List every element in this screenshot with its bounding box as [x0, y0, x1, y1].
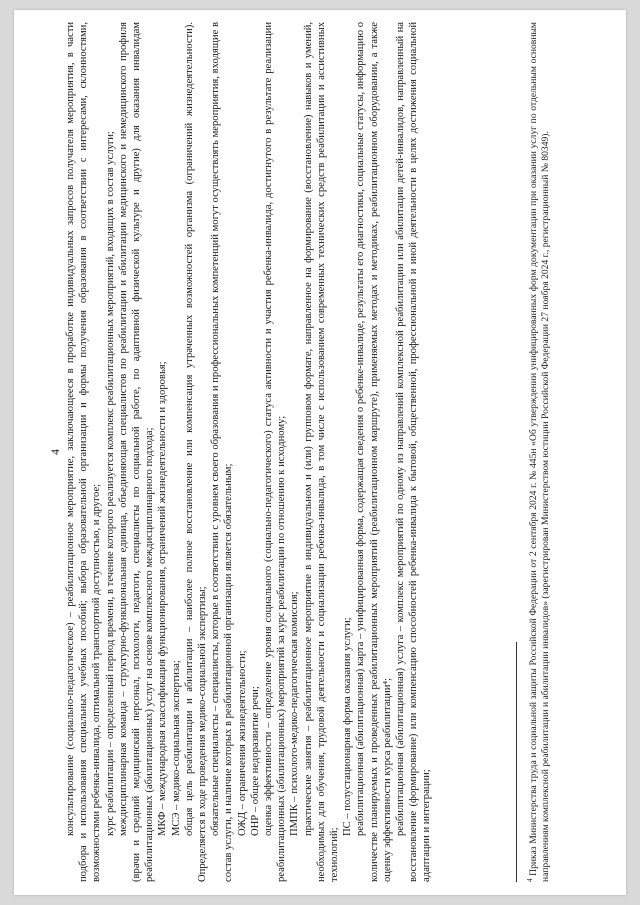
- paragraph: ОНР – общее недоразвитие речи;: [249, 686, 261, 836]
- paragraph: междисциплинарная команда – структурно-функциональная единица, объединяющая специалистов по реабилитации и абилитации медицинского и немедицинского профиля (врачи и средний медицинский персонал, психологи, педагоги, специалисты по социальной работе, по адаптивной физической культуре и другие) для оказания инвалидам реабилитационных (абилитационных) услуг на основе комплексного междисциплинарного подхода;: [117, 22, 156, 882]
- document-page: [14, 10, 626, 895]
- paragraph: ОЖД – ограничения жизнедеятельности;: [236, 650, 248, 836]
- footnote-text: Приказ Министерства труда и социальной защиты Российской Федерации от 2 сентября 2024 г. № 445н «Об утверждении унифицированных форм документации при оказании услуг по отдельным основным направлениям комплексной реабилитации и абилитации инвалидов» (зарегистрирован Министерством юстиции Российской Федерации 27 ноября 2024 г., регистрационный № 80349).: [528, 22, 552, 882]
- body-text: [64, 22, 434, 882]
- rotated-content: [44, 22, 600, 882]
- paragraph: реабилитационная (абилитационная) карта – унифицированная форма, содержащая сведения о ребенке-инвалиде, результаты его диагностики, социальные статусы, информацию о количестве планируемых и проведенных реабилитационных мероприятий (реабилитационном маршруте), применяемых методах и методиках, реабилитационном оборудовании, а также оценку эффективности курса реабилитации⁴;: [355, 22, 393, 882]
- paragraph: реабилитационная (абилитационная) услуга – комплекс мероприятий по одному из направлений комплексной реабилитации или абилитации детей-инвалидов, направленный на восстановление (формирование) или компенсацию способностей ребенка-инвалида к бытовой, общественной, профессиональной и иной деятельности в целях достижения социальной адаптации и интеграции;: [395, 22, 433, 882]
- paragraph: обязательные специалисты – специалисты, которые в соответствии с уровнем своего образования и профессиональных компетенций могут осуществлять мероприятия, входящие в состав услуги, и наличие которых в реабилитационной организации является обязательным;: [210, 22, 235, 882]
- paragraph: консультирование (социально-педагогическое) – реабилитационное мероприятие, заключающееся в проработке индивидуальных запросов получателя мероприятия, в части подбора и использования специальных учебных пособий; выбора образовательной организации и формы получения образования в соответствии с интересами, склонностями, возможностями ребенка-инвалида, оптимальной транспортной доступностью, и другое;: [65, 22, 103, 882]
- paragraph: ПС – полустационарная форма оказания услуги;: [342, 617, 354, 836]
- paragraph: оценка эффективности – определение уровня социального (социально-педагогического) статуса активности и участия ребенка-инвалида, достигнутого в результате реализации реабилитационных (абилитационных) мероприятий за курс реабилитации по отношению к исходному;: [263, 22, 288, 882]
- footnote-separator: [516, 642, 517, 882]
- paragraph: МСЭ – медико-социальная экспертиза;: [170, 660, 182, 836]
- footnote-mark: 4: [526, 878, 534, 882]
- paragraph: общая цель реабилитации и абилитации – наиболее полное восстановление или компенсация утраченных возможностей организма (ограничений жизнедеятельности). Определяется в ходе проведения медико-социальной экспертизы;: [183, 22, 209, 882]
- paragraph: ПМПК – психолого-медико-педагогическая комиссия;: [289, 591, 301, 836]
- paragraph: практические занятия – реабилитационное мероприятие в индивидуальном и (или) групповом формате, направленное на формирование (восстановление) навыков и умений, необходимых для обучения, трудовой деятельности и социализации ребенка-инвалида, в том числе с использованием современных технических средств реабилитации и ассистивных технологий;: [302, 22, 341, 882]
- paragraph: МКФ – международная классификация функционирования, ограничений жизнедеятельности и здоровья;: [157, 361, 169, 836]
- page-number: 4: [48, 449, 62, 455]
- paragraph: курс реабилитации – определенный период времени, в течение которого реализуется комплекс реабилитационных мероприятий, входящих в состав услуги;: [104, 131, 116, 836]
- footnote: [524, 22, 552, 882]
